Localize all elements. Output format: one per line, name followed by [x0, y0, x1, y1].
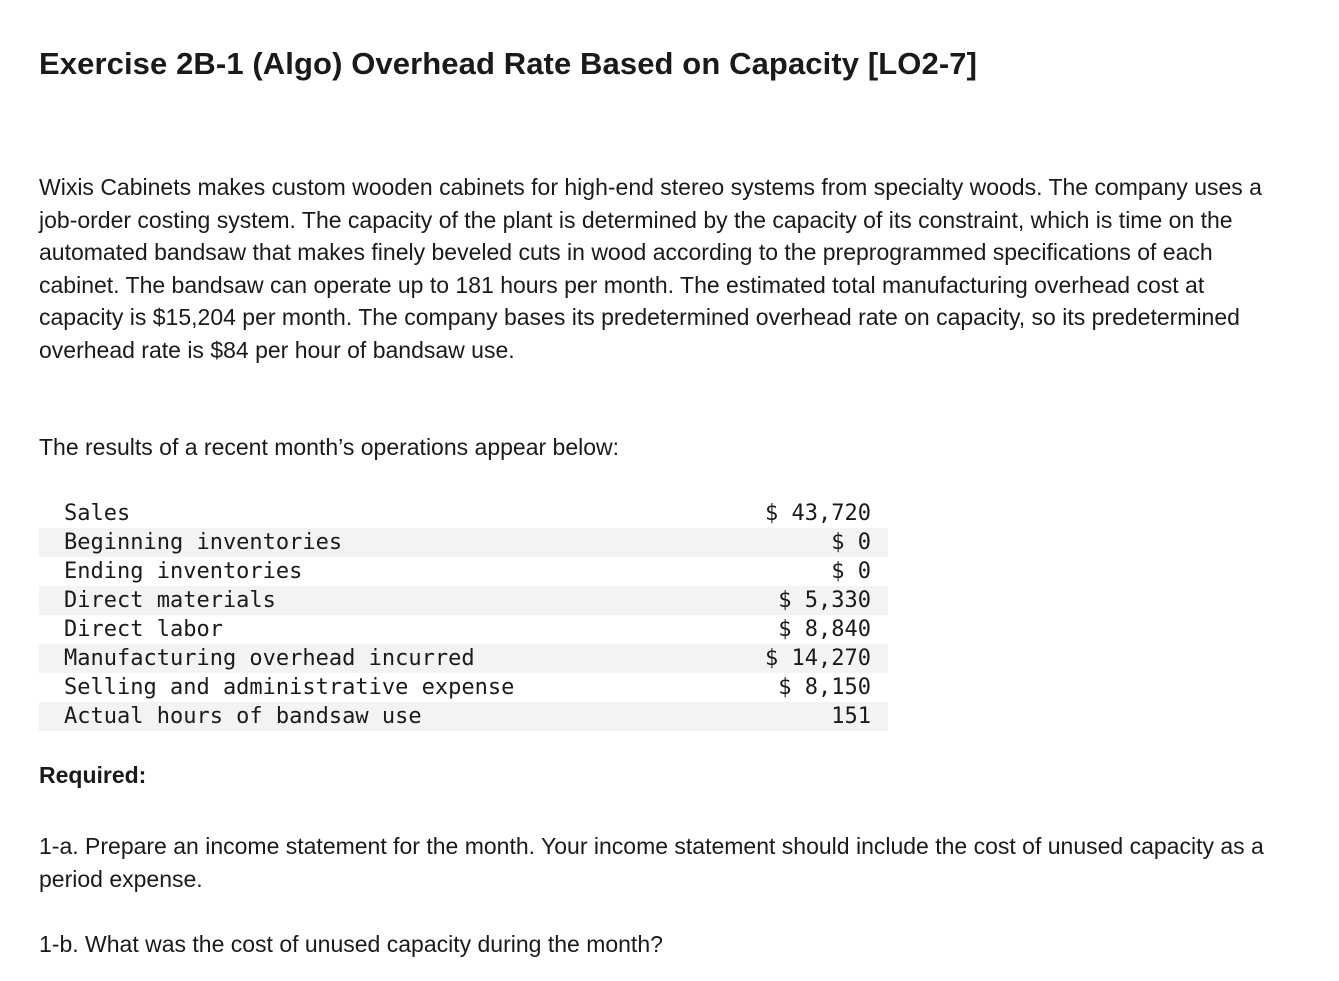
- row-value: $ 8,840: [778, 617, 871, 642]
- table-row: [39, 673, 888, 702]
- results-table: [39, 499, 888, 731]
- row-label: Direct materials: [39, 586, 611, 615]
- requirement-1b: 1-b. What was the cost of unused capacity during the month?: [39, 931, 663, 957]
- table-row: [39, 702, 888, 731]
- exercise-title: Exercise 2B-1 (Algo) Overhead Rate Based on Capacity [LO2-7]: [39, 46, 978, 81]
- required-heading: Required:: [39, 762, 147, 788]
- results-intro: The results of a recent month’s operations appear below:: [39, 434, 620, 460]
- row-value: $ 0: [611, 528, 888, 557]
- table-row: [39, 615, 888, 644]
- row-label: Manufacturing overhead incurred: [39, 644, 611, 673]
- row-value: $ 0: [831, 559, 871, 584]
- row-value: $ 5,330: [611, 586, 888, 615]
- row-value: $ 8,150: [778, 675, 871, 700]
- row-label: Sales: [64, 501, 131, 526]
- row-label: Actual hours of bandsaw use: [39, 702, 611, 731]
- requirement-1a: 1-a. Prepare an income statement for the month. Your income statement should include the cost of unused capacity as a period expense.: [39, 833, 1264, 892]
- row-value: $ 43,720: [765, 501, 871, 526]
- row-label: Selling and administrative expense: [64, 675, 515, 700]
- table-row: [39, 644, 888, 673]
- problem-description: Wixis Cabinets makes custom wooden cabinets for high-end stereo systems from specialty woods. The company uses a job-order costing system. The capacity of the plant is determined by the capacity of its constraint, which is time on the automated bandsaw that makes finely beveled cuts in wood according to the preprogrammed specifications of each cabinet. The bandsaw can operate up to 181 hours per month. The estimated total manufacturing overhead cost at capacity is $15,204 per month. The company bases its predetermined overhead rate on capacity, so its predetermined overhead rate is $84 per hour of bandsaw use.: [39, 174, 1262, 363]
- row-label: Direct labor: [64, 617, 223, 642]
- row-label: Beginning inventories: [39, 528, 611, 557]
- table-row: [39, 499, 888, 528]
- table-row: [39, 557, 888, 586]
- row-label: Ending inventories: [64, 559, 303, 584]
- row-value: 151: [611, 702, 888, 731]
- row-value: $ 14,270: [611, 644, 888, 673]
- table-row: [39, 528, 888, 557]
- table-row: [39, 586, 888, 615]
